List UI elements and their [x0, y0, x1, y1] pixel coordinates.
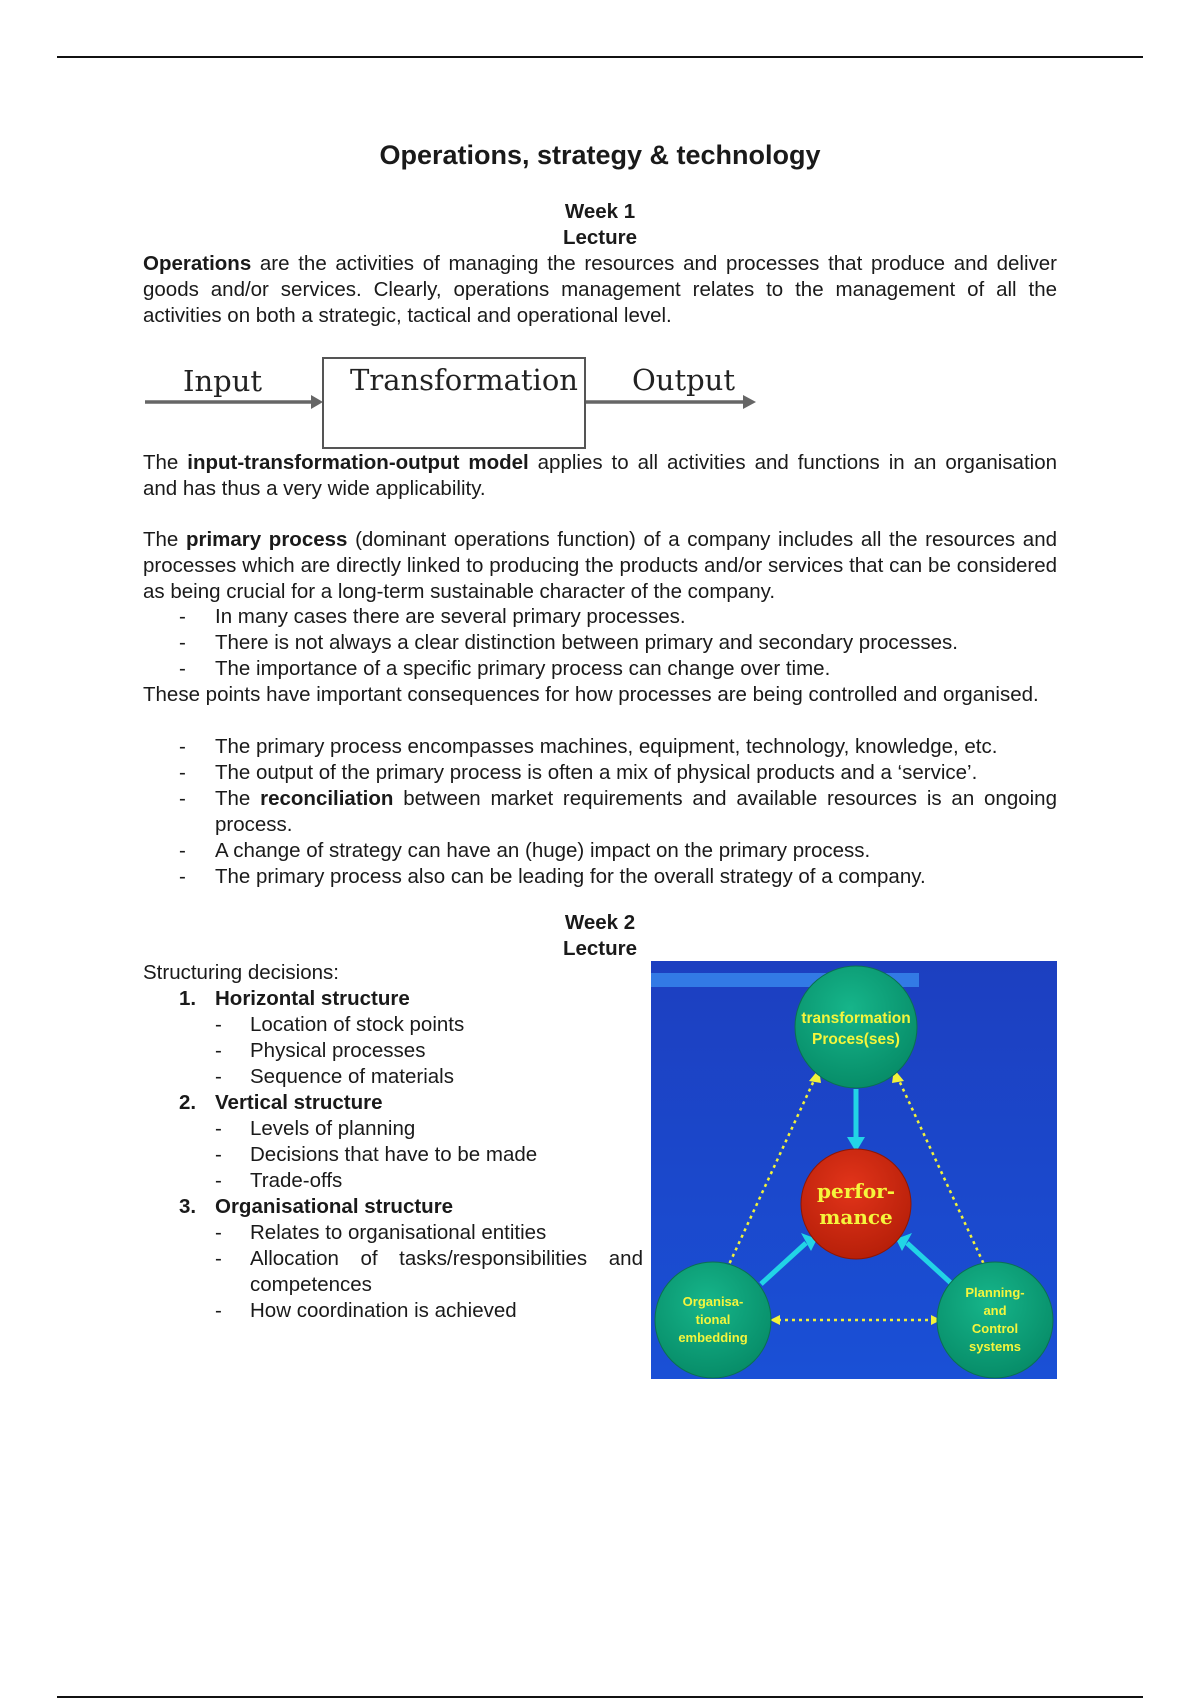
right-label-4: systems: [968, 1339, 1022, 1354]
structure-item-horizontal: [143, 986, 643, 1012]
transformation-label: Transformation: [350, 363, 578, 397]
reconciliation-pre: The: [215, 787, 261, 810]
list-item: - Allocation of tasks/responsibilities and competences: [143, 1246, 643, 1298]
ito-paragraph: [143, 450, 1057, 502]
right-label-2: and: [983, 1303, 1007, 1318]
structuring-heading: Structuring decisions:: [143, 961, 339, 984]
list-item: - Trade-offs: [143, 1168, 643, 1194]
operations-text: are the activities of managing the resources and processes that produce and deliver goods and/or services. Clearly, operations management relates to the management of all the activities on both a strategic, tactical and operational level.: [143, 252, 1057, 327]
planning-control-circle: [937, 1262, 1053, 1378]
item-number: 1.: [179, 987, 197, 1010]
performance-diagram: [651, 961, 1057, 1379]
ito-diagram: [143, 355, 763, 455]
right-label-1: Planning-: [965, 1285, 1025, 1300]
top-label-2: Proces(ses): [812, 1031, 900, 1048]
week1-heading: Week 1: [564, 200, 636, 223]
output-arrowhead: [743, 395, 756, 409]
week2-lecture-label: Lecture: [562, 937, 638, 960]
item-number: 2.: [179, 1091, 197, 1114]
output-label: Output: [632, 363, 736, 397]
center-label-1: perfor-: [816, 1179, 896, 1203]
list-item: - Location of stock points: [143, 1012, 643, 1038]
list-item: - Levels of planning: [143, 1116, 643, 1142]
structure-item-vertical: [143, 1090, 643, 1116]
reconciliation-term: reconciliation: [260, 787, 394, 810]
item-number: 3.: [179, 1195, 197, 1218]
list-item: - Relates to organisational entities: [143, 1220, 643, 1246]
list-item: - Sequence of materials: [143, 1064, 643, 1090]
list-item: - The primary process encompasses machines, equipment, technology, knowledge, etc.: [143, 734, 1057, 760]
week1-lecture-label: Lecture: [562, 226, 638, 249]
list-item: - A change of strategy can have an (huge) impact on the primary process.: [143, 838, 1057, 864]
primary-process-paragraph: [143, 527, 1057, 605]
list-item: - The importance of a specific primary process can change over time.: [143, 656, 1057, 682]
consequence-bullets: [143, 734, 1057, 890]
performance-circle: [801, 1149, 911, 1259]
list-item: - There is not always a clear distinction between primary and secondary processes.: [143, 630, 1057, 656]
primary-bullets: [143, 604, 1057, 682]
week2-heading: Week 2: [564, 911, 636, 934]
structure-item-organisational: [143, 1194, 643, 1220]
reconciliation-post: between market requirements and available resources is an ongoing process.: [215, 787, 1057, 836]
list-item: [143, 786, 1057, 838]
ito-term: input-transformation-output model: [187, 451, 529, 474]
transformation-circle: [795, 966, 917, 1088]
list-item: - In many cases there are several primary processes.: [143, 604, 1057, 630]
operations-definition: [143, 251, 1057, 329]
left-label-2: tional: [695, 1312, 731, 1327]
list-item: - The output of the primary process is often a mix of physical products and a ‘service’.: [143, 760, 1057, 786]
center-label-2: mance: [819, 1205, 893, 1229]
primary-pre: The: [143, 528, 186, 551]
ito-pre: The: [143, 451, 188, 474]
item-label: Vertical structure: [215, 1091, 383, 1114]
ito-post: applies to all activities and functions in an organisation and has thus a very wide applicability.: [143, 451, 1058, 500]
primary-term: primary process: [185, 528, 348, 551]
left-label-1: Organisa-: [682, 1294, 744, 1309]
primary-post: (dominant operations function) of a company includes all the resources and processes which are directly linked to producing the products and/or services that can be considered as being crucial for a long-term sustainable character of the company.: [143, 528, 1057, 603]
page-title: Operations, strategy & technology: [379, 140, 821, 170]
list-item: - The primary process also can be leading for the overall strategy of a company.: [143, 864, 1057, 890]
left-label-3: embedding: [678, 1330, 748, 1345]
operations-term: Operations: [143, 252, 252, 275]
list-item: - Physical processes: [143, 1038, 643, 1064]
right-label-3: Control: [971, 1321, 1019, 1336]
list-item: - Decisions that have to be made: [143, 1142, 643, 1168]
item-label: Horizontal structure: [215, 987, 410, 1010]
list-item: - How coordination is achieved: [143, 1298, 643, 1324]
top-rule: [57, 56, 1143, 58]
bottom-rule: [57, 1696, 1143, 1698]
item-label: Organisational structure: [215, 1195, 454, 1218]
consequences-paragraph: These points have important consequences for how processes are being controlled and organised.: [143, 683, 1039, 706]
structuring-decisions: [143, 960, 643, 1324]
performance-diagram-svg: [651, 961, 1057, 1379]
input-label: Input: [183, 364, 263, 398]
top-label-1: transformation: [801, 1010, 911, 1027]
